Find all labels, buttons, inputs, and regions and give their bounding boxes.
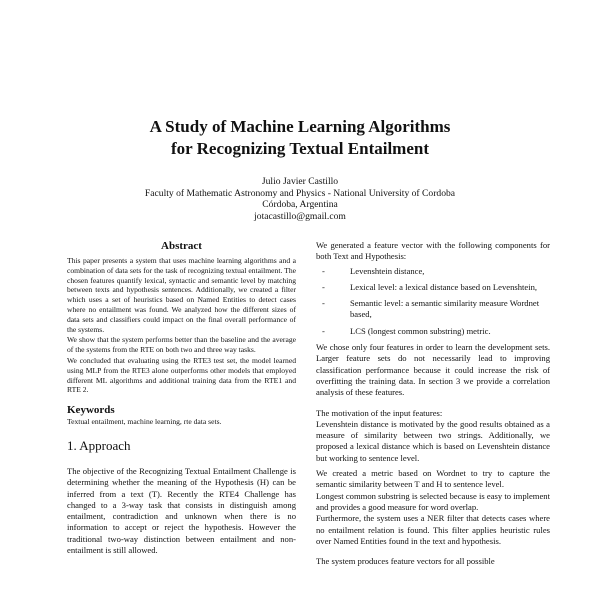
section-1-heading: 1. Approach [67, 437, 131, 453]
motivation-levenshtein: Levenshtein distance is motivated by the good results obtained as a measure of similarity between two strings. Additionally, we proposed a lexical distance which is based on Levenshtein distance but working to sentence level. [316, 418, 550, 463]
author-location: Córdoba, Argentina [262, 199, 338, 210]
feature-text: Levenshtein distance, [350, 265, 425, 276]
list-dash: - [322, 298, 325, 309]
list-dash: - [322, 281, 325, 292]
section-1-paragraph: The objective of the Recognizing Textual Entailment Challenge is determining whether the meaning of the Hypothesis (H) can be inferred from a text (T). Recently the RTE4 Challenge has changed to a 3-way task that consists in distinguish among entailment, contradiction and unknown when there is no information to accept or reject the hypothesis. However the traditional two-way distinction between entailment and non-entailment is still allowed. [67, 465, 296, 556]
abstract-paragraph-2: We show that the system performs better than the baseline and the average of the systems from the RTE on both two and three way tasks. [67, 335, 296, 355]
feature-item [316, 266, 550, 277]
feature-text: Lexical level: a lexical distance based on Levenshtein, [350, 281, 538, 292]
abstract-heading: Abstract [161, 240, 202, 252]
motivation-lcs: Longest common substring is selected because is easy to implement and provides a good measure for word overlap. [316, 490, 550, 512]
title-line-2: for Recognizing Textual Entailment [171, 139, 429, 158]
feature-vectors-paragraph: The system produces feature vectors for all possible [316, 556, 495, 567]
title-line-1: A Study of Machine Learning Algorithms [149, 117, 451, 136]
list-dash: - [322, 325, 325, 336]
abstract-paragraph-3: We concluded that evaluating using the RTE3 test set, the model learned using MLP from the RTE3 alone outperforms other models that employed different ML algorithms and additional training data from the RTE1 and RTE 2. [67, 355, 296, 395]
feature-list [316, 266, 550, 337]
right-column [316, 240, 550, 567]
keywords-text: Textual entailment, machine learning, rte data sets. [67, 417, 222, 427]
abstract-paragraph-1: This paper presents a system that uses machine learning algorithms and a combination of data sets for the task of recognizing textual entailment. The chosen features quantify lexical, syntactic and semantic level by matching between texts and hypothesis sentences. Additionally, we created a filter which uses a set of heuristics based on Named Entities to detect cases where no entailment was found. We analyzed how the different sizes of data sets and classifiers could impact on the final overall performance of the systems. [67, 256, 296, 334]
feature-item [316, 282, 550, 293]
feature-item [316, 298, 550, 321]
motivation-wordnet: We created a metric based on Wordnet to try to capture the semantic similarity between T and H to sentence level. [316, 468, 550, 490]
features-intro: We generated a feature vector with the following components for both Text and Hypothesis: [316, 240, 550, 262]
list-dash: - [322, 265, 325, 276]
motivation-heading: The motivation of the input features: [316, 407, 443, 418]
author-name: Julio Javier Castillo [261, 176, 339, 187]
author-block [0, 176, 600, 222]
author-email: jotacastillo@gmail.com [254, 210, 346, 222]
keywords-heading: Keywords [67, 404, 115, 417]
paper-title [0, 116, 600, 160]
author-affiliation: Faculty of Mathematic Astronomy and Physics - National University of Cordoba [144, 187, 456, 199]
left-column [67, 240, 296, 556]
ner-filter-paragraph: Furthermore, the system uses a NER filter that detects cases where no entailment relation is found. This filter applies heuristic rules over Named Entities found in the text and hypothesis. [316, 513, 550, 546]
features-rationale: We chose only four features in order to learn the development sets. Larger feature sets do not necessarily lead to improving classification performance because it could increase the risk of overfitting the training data. In section 3 we provide a correlation analysis of these features. [316, 342, 550, 398]
feature-text: LCS (longest common substring) metric. [350, 325, 491, 336]
feature-text: Semantic level: a semantic similarity measure Wordnet based, [350, 298, 540, 320]
feature-item [316, 326, 550, 337]
